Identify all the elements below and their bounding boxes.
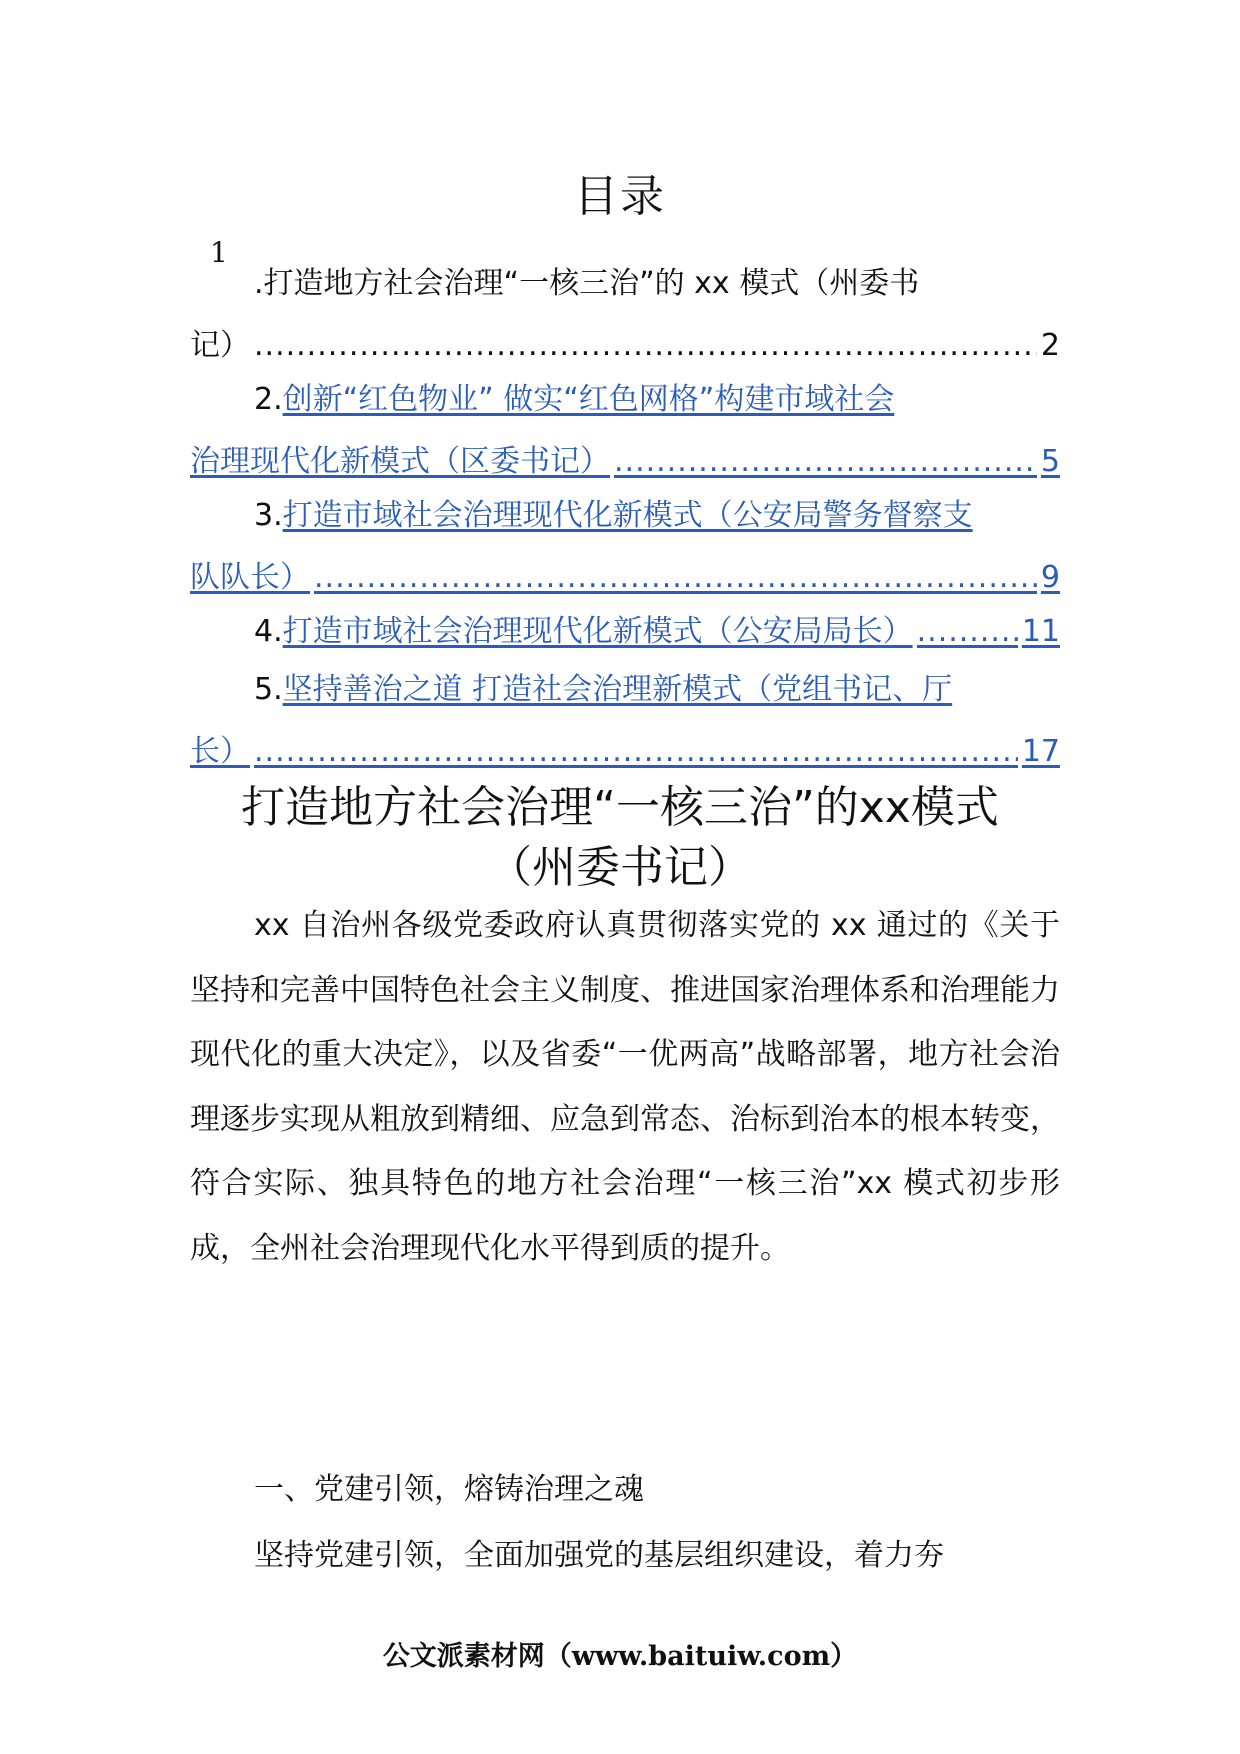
toc-entry-link[interactable]: 打造市域社会治理现代化新模式（公安局局长）	[282, 614, 913, 649]
toc-entry-prefix: 4.	[254, 614, 283, 649]
toc-page-number[interactable]: 5	[1040, 444, 1060, 479]
article-paragraph: xx 自治州各级党委政府认真贯彻落实党的 xx 通过的《关于坚持和完善中国特色社会主义制度、推进国家治理体系和治理能力现代化的重大决定》，以及省委“一优两高”战略部署，地方社会治理逐步实现从粗放到精细、应急到常态、治标到治本的根本转变，符合实际、独具特色的地方社会治理“一核三治”xx 模式初步形成，全州社会治理现代化水平得到质的提升。	[190, 908, 1060, 1266]
section-heading: 一、党建引领，熔铸治理之魂	[254, 1472, 644, 1507]
toc-page-number[interactable]: 9	[1040, 560, 1060, 595]
article-subtitle: （州委书记）	[488, 842, 752, 893]
toc-entry-3[interactable]	[190, 496, 1060, 598]
toc-leader-dots	[254, 326, 1037, 366]
toc-entry-prefix: .	[254, 266, 264, 301]
toc-entry-text-cont[interactable]: 治理现代化新模式（区委书记）	[190, 444, 610, 479]
toc-page-number: 2	[1040, 328, 1060, 363]
toc-entry-link[interactable]: 坚持善治之道 打造社会治理新模式（党组书记、厅	[282, 672, 953, 707]
toc-leader-dots	[917, 612, 1018, 652]
toc-first-number: 1	[210, 236, 228, 269]
toc-title: 目录	[574, 171, 666, 222]
toc-page-number[interactable]: 11	[1021, 614, 1060, 649]
toc-entry-text: 打造地方社会治理“一核三治”的 xx 模式（州委书	[263, 266, 920, 301]
toc-entry-5[interactable]	[190, 670, 1060, 772]
article-paragraph-2: 坚持党建引领，全面加强党的基层组织建设，着力夯	[254, 1538, 944, 1573]
toc-entry-text-cont[interactable]: 长）	[190, 734, 250, 769]
toc-entry-text-cont: 记）	[190, 328, 250, 363]
toc-entry-text-cont[interactable]: 队队长）	[190, 560, 310, 595]
toc-entry-prefix: 5.	[254, 672, 283, 707]
toc-entry-link[interactable]: 创新“红色物业” 做实“红色网格”构建市域社会	[282, 382, 895, 417]
toc-entry-2[interactable]	[190, 380, 1060, 482]
toc-entry-4[interactable]	[190, 612, 1060, 652]
toc-leader-dots	[254, 732, 1018, 772]
footer-watermark: 公文派素材网（www.baituiw.com）	[382, 1641, 858, 1672]
toc-page-number[interactable]: 17	[1021, 734, 1060, 769]
toc-entry-link[interactable]: 打造市域社会治理现代化新模式（公安局警务督察支	[282, 498, 973, 533]
toc-entry-1[interactable]	[190, 264, 1060, 366]
toc-entry-prefix: 3.	[254, 498, 283, 533]
toc-leader-dots	[314, 558, 1037, 598]
toc-entry-prefix: 2.	[254, 382, 283, 417]
article-title: 打造地方社会治理“一核三治”的xx模式	[241, 782, 999, 833]
toc-leader-dots	[614, 442, 1037, 482]
